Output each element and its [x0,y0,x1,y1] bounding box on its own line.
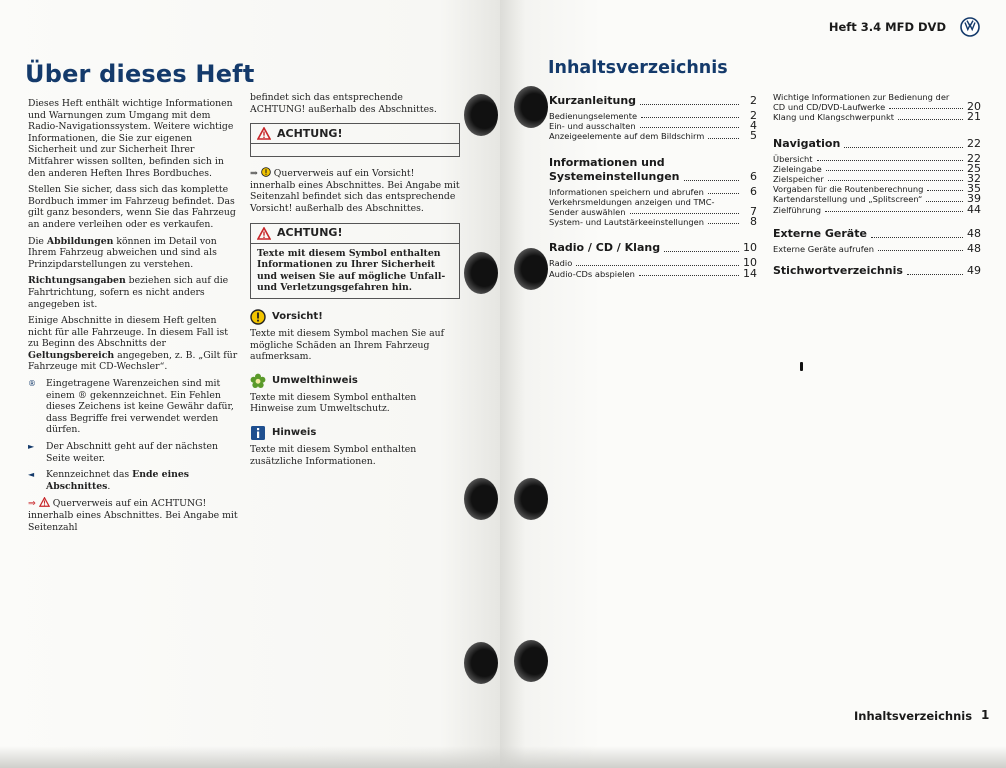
toc-heading [773,264,981,278]
toc-heading-text: Externe Geräte [773,226,867,240]
bordbuch-paragraph: Stellen Sie sicher, dass sich das komplette Bordbuch immer im Fahrzeug befindet. Das gilt ganz besonders, wenn Sie das Fahrzeug an andere verleihen oder es verkaufen. [28,184,236,230]
toc-entry-line [549,207,757,217]
arrow-left-icon: ◄ [28,470,35,480]
warning-triangle-icon [39,497,50,507]
toc-leader [708,138,739,139]
binder-hole [514,248,548,290]
toc-leader [664,251,739,252]
toc-heading-line [549,170,757,184]
flower-icon [250,373,266,389]
toc-entry-text: Verkehrsmeldungen anzeigen und TMC- [549,196,715,207]
geltung-paragraph [28,315,240,373]
toc-leader [927,190,963,191]
toc-entry [773,151,981,165]
list-item [28,441,240,464]
toc-entry [549,111,757,121]
toc-entry-text: Bedienungselemente [549,111,638,121]
toc-page-number: 2 [750,109,757,122]
footer-page-number: 1 [981,708,990,722]
achtung-outside-paragraph: befindet sich das entsprechende ACHTUNG! außerhalb des Abschnittes. [250,92,437,115]
toc-page-number: 25 [967,161,981,175]
achtung-box-header [251,224,459,244]
text-span: angegeben, z. B. „Gilt für Fahrzeuge mit CD-Wechsler“. [28,349,238,373]
binder-hole [464,94,498,136]
toc-leader [708,223,739,224]
toc-page-number: 6 [750,184,757,198]
toc-page-number: 10 [743,241,757,255]
toc-heading-text: Navigation [773,136,841,150]
toc-entry [549,121,757,131]
footer-title: Inhaltsverzeichnis [854,709,973,723]
toc-entry-text: Anzeigeelemente auf dem Bildschirm [549,131,705,142]
toc-entry [549,258,757,268]
text-span: Einige Abschnitte in diesem Heft gelten nicht für alle Fahrzeuge. In diesem Fall ist zu Beginn des Abschnitts der [28,315,228,350]
toc-page-number: 10 [743,256,757,270]
text-span: Die [28,235,47,247]
achtung-box-body [251,144,459,156]
bold-term: Geltungsbereich [28,349,115,361]
toc-leader [907,274,963,275]
list-item [28,469,240,492]
text-span: Querverweis auf ein Vorsicht! innerhalb eines Abschnittes. Bei Angabe mit Seitenzahl befindet sich das entsprechende Vorsicht! außerhalb des Abschnittes. [250,168,460,214]
toc-heading [549,241,757,255]
toc-entry [773,92,981,102]
toc-leader [826,170,963,171]
list-item [28,378,240,436]
toc-entry-text: Informationen speichern und abrufen [549,186,704,197]
text-span: Querverweis auf ein ACHTUNG! innerhalb eines Abschnittes. Bei Angabe mit Seitenzahl [28,498,238,533]
binder-hole [464,252,498,294]
toc-entry-text: Übersicht [773,153,813,164]
vorsicht-icon [250,309,266,325]
umwelt-heading [250,373,460,389]
toc-page-number: 2 [750,94,757,107]
achtung-box-body: Texte mit diesem Symbol enthalten Informationen zu Ihrer Sicherheit und weisen Sie auf mögliche Unfall- und Verletzungsgefahren hin. [257,247,446,294]
toc-heading-text: Informationen und [549,155,665,169]
toc-leader [640,127,739,128]
achtung-box-title: ACHTUNG! [277,126,343,140]
toc-section-stichwort [773,264,981,278]
toc-leader [640,104,739,105]
toc-heading-text: Stichwortverzeichnis [773,264,903,278]
text-span: . [107,480,111,492]
print-speck [800,362,803,371]
toc-section-radio [549,241,757,278]
left-column-2 [250,92,460,472]
toc-heading [773,227,981,241]
toc-page-number: 22 [967,136,981,150]
umwelt-body: Texte mit diesem Symbol enthalten Hinweise zum Umweltschutz. [250,391,417,415]
vorsicht-title: Vorsicht! [272,311,323,323]
toc-entry [773,161,981,175]
toc-entry [773,202,981,216]
toc-heading [549,94,757,108]
arrow-right-icon: ► [28,442,35,452]
info-icon [250,425,266,441]
binder-hole [514,86,548,128]
toc-entry-text: Zielspeicher [773,174,824,185]
ref-arrow-icon: ⇒ [28,498,36,510]
abbildungen-paragraph [28,236,240,271]
toc-page-number: 21 [967,110,981,124]
binder-hole [514,640,548,682]
toc-entry [773,112,981,122]
toc-page-number: 4 [750,119,757,133]
toc-section-cd-info [773,92,981,123]
toc-heading-text: Systemeinstellungen [549,169,680,183]
hinweis-heading [250,425,460,441]
toc-entry [549,217,757,227]
page-shadow [0,746,500,768]
toc-heading-text: Radio / CD / Klang [549,241,661,255]
toc-entry-text: Wichtige Informationen zur Bedienung der [773,92,950,102]
vorsicht-body: Texte mit diesem Symbol machen Sie auf mögliche Schäden an Ihrem Fahrzeug aufmerksam. [250,327,445,363]
bold-term: Ende eines Abschnittes [46,469,190,492]
toc-leader [828,180,963,181]
toc-entry-text: Sender auswählen [549,207,626,218]
toc-leader [639,275,739,276]
toc-heading [773,137,981,151]
left-page [0,0,500,768]
toc-page-number: 22 [967,151,981,165]
toc-entry [773,241,981,255]
toc-section-kurzanleitung [549,94,757,142]
toc-page-number: 39 [967,192,981,206]
toc-page-number: 7 [750,205,757,219]
toc-leader [889,108,963,109]
toc-entry-text: Radio [549,258,573,269]
toc-leader [817,160,963,161]
toc-leader [878,250,963,251]
toc-page-number: 48 [967,241,981,255]
toc-leader [576,265,739,266]
toc-entry-text: Zielführung [773,204,822,215]
list-text: Eingetragene Warenzeichen sind mit einem ® gekennzeichnet. Ein Fehlen dieses Zeichens ist keine Gewähr dafür, dass Begriffe frei verwendet werden dürfen. [46,378,234,436]
warning-triangle-icon [257,127,271,140]
toc-section-externe [773,227,981,254]
achtung-box [250,223,460,299]
toc-leader [641,117,739,118]
list-text: Der Abschnitt geht auf der nächsten Seite weiter. [46,441,219,464]
toc-heading-text: Kurzanleitung [549,94,637,107]
toc-title: Inhaltsverzeichnis [548,58,728,78]
toc-entry [549,197,757,217]
toc-page-number: 14 [743,266,757,280]
binder-hole [514,478,548,520]
toc-leader [630,213,739,214]
left-column-1 [28,98,240,538]
bold-term: Richtungsangaben [28,275,126,287]
registered-icon: ® [28,379,36,389]
toc-leader [844,147,963,148]
toc-page-number: 49 [967,264,981,278]
toc-page-number: 32 [967,172,981,186]
achtung-box-empty [250,123,460,157]
toc-entry-text: System- und Lautstärkeeinstellungen [549,217,704,228]
binder-hole [464,478,498,520]
toc-page-number: 44 [967,202,981,216]
toc-column-2 [773,92,981,287]
vw-logo-icon [960,17,980,37]
page-shadow [500,746,1006,768]
list-text [46,469,240,492]
toc-leader [926,201,963,202]
toc-entry [549,131,757,141]
toc-leader [898,119,963,120]
toc-entry [549,266,757,280]
toc-entry-text: Zieleingabe [773,163,822,174]
toc-entry-text: Klang und Klangschwerpunkt [773,112,895,123]
toc-entry [773,102,981,112]
vorsicht-heading [250,309,460,325]
vorsicht-ref-paragraph [250,167,460,214]
vorsicht-icon [261,167,271,177]
achtung-ref-paragraph [28,497,240,533]
toc-page-number: 20 [967,100,981,114]
bold-term: Abbildungen [46,235,114,247]
toc-page-number: 5 [750,129,757,143]
text-span: können im Detail von Ihrem Fahrzeug abweichen und sind als Prinzipdarstellungen zu verstehen. [28,235,217,270]
binder-hole [464,642,498,684]
text-span: Kennzeichnet das [46,469,133,481]
warning-triangle-icon [257,227,271,240]
richtung-paragraph [28,275,240,310]
left-page-title: Über dieses Heft [25,60,255,88]
toc-page-number: 35 [967,182,981,196]
toc-leader [684,180,739,181]
toc-entry-text: CD und CD/DVD-Laufwerke [773,102,886,113]
toc-entry [773,194,981,204]
toc-leader [871,237,963,238]
toc-leader [825,211,963,212]
toc-entry-text: Kartendarstellung und „Splitscreen“ [773,194,923,205]
achtung-box-title: ACHTUNG! [277,226,343,240]
toc-heading [549,156,757,184]
toc-entry-text: Externe Geräte aufrufen [773,243,875,254]
toc-page-number: 48 [967,226,981,240]
toc-entry [549,184,757,198]
toc-entry [773,174,981,184]
toc-section-informationen [549,156,757,228]
toc-entry-text: Vorgaben für die Routenberechnung [773,184,924,195]
toc-entry-text: Ein- und ausschalten [549,121,636,132]
booklet-header: Heft 3.4 MFD DVD [828,20,946,34]
ref-arrow-icon: ⇒ [250,168,258,180]
hinweis-body: Texte mit diesem Symbol enthalten zusätzliche Informationen. [250,443,417,467]
toc-entry [773,184,981,194]
toc-entry-text: Audio-CDs abspielen [549,268,635,279]
toc-leader [708,193,739,194]
hinweis-title: Hinweis [272,427,317,439]
toc-column-1 [549,94,757,288]
toc-section-navigation [773,137,981,215]
toc-page-number: 6 [750,169,757,183]
achtung-box-header [251,124,459,144]
toc-page-number: 8 [750,215,757,229]
text-span: beziehen sich auf die Fahrtrichtung, sofern es nicht anders angegeben ist. [28,275,229,310]
umwelt-title: Umwelthinweis [272,374,358,386]
intro-paragraph: Dieses Heft enthält wichtige Informationen und Warnungen zum Umgang mit dem Radio-Navigationssystem. Weitere wichtige Informationen, die Sie zur eigenen Sicherheit und zur Sicherheit Ihrer Mitfahrer wissen sollten, befinden sich in den anderen Heften Ihres Bordbuches. [28,98,234,179]
